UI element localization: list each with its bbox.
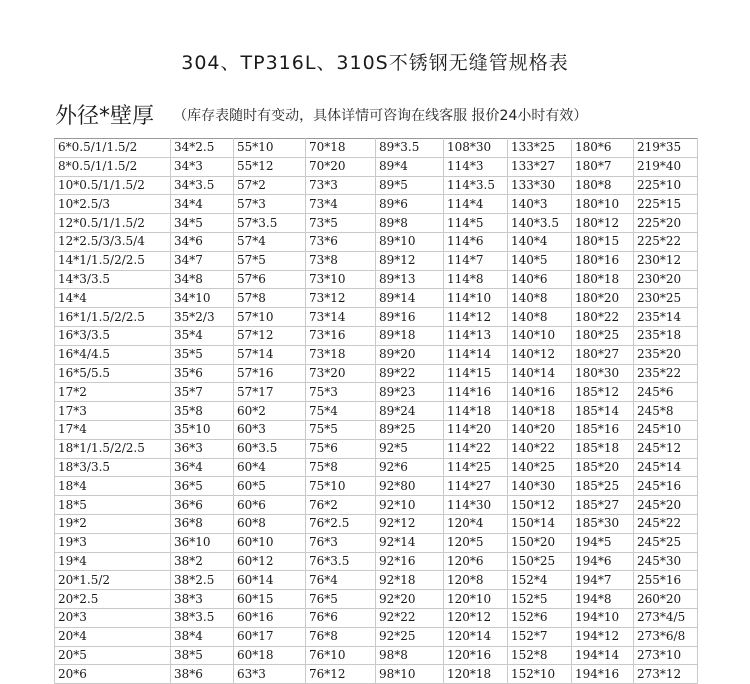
table-cell: 140*30: [508, 477, 572, 496]
table-cell: 230*25: [634, 289, 698, 308]
table-cell: 38*5: [171, 646, 234, 665]
table-cell: 120*6: [444, 552, 508, 571]
table-cell: 273*6/8: [634, 627, 698, 646]
table-cell: 76*8: [306, 627, 376, 646]
table-cell: 92*25: [376, 627, 444, 646]
table-cell: 180*16: [572, 251, 634, 270]
table-row: [55, 232, 698, 251]
table-cell: 73*16: [306, 326, 376, 345]
table-cell: 60*15: [234, 590, 306, 609]
table-cell: 89*24: [376, 402, 444, 421]
table-cell: 70*20: [306, 157, 376, 176]
table-cell: 194*7: [572, 571, 634, 590]
table-row: [55, 608, 698, 627]
table-cell: 245*20: [634, 496, 698, 515]
table-cell: 152*10: [508, 665, 572, 684]
table-cell: 36*8: [171, 514, 234, 533]
table-cell: 75*4: [306, 402, 376, 421]
table-cell: 114*10: [444, 289, 508, 308]
table-cell: 180*7: [572, 157, 634, 176]
table-cell: 114*20: [444, 420, 508, 439]
table-cell: 140*5: [508, 251, 572, 270]
table-cell: 140*8: [508, 289, 572, 308]
table-cell: 60*3.5: [234, 439, 306, 458]
table-cell: 133*25: [508, 139, 572, 158]
table-cell: 19*2: [55, 514, 171, 533]
table-cell: 60*17: [234, 627, 306, 646]
table-cell: 38*6: [171, 665, 234, 684]
table-row: [55, 590, 698, 609]
table-cell: 60*16: [234, 608, 306, 627]
table-cell: 245*25: [634, 533, 698, 552]
table-cell: 16*3/3.5: [55, 326, 171, 345]
table-cell: 12*2.5/3/3.5/4: [55, 232, 171, 251]
table-cell: 120*18: [444, 665, 508, 684]
table-row: [55, 251, 698, 270]
table-cell: 16*5/5.5: [55, 364, 171, 383]
table-cell: 235*22: [634, 364, 698, 383]
table-cell: 180*18: [572, 270, 634, 289]
table-cell: 89*6: [376, 195, 444, 214]
table-row: [55, 289, 698, 308]
table-cell: 76*12: [306, 665, 376, 684]
table-cell: 120*4: [444, 514, 508, 533]
table-cell: 35*4: [171, 326, 234, 345]
table-cell: 89*20: [376, 345, 444, 364]
table-cell: 73*6: [306, 232, 376, 251]
table-cell: 98*8: [376, 646, 444, 665]
table-cell: 152*8: [508, 646, 572, 665]
table-cell: 108*30: [444, 139, 508, 158]
table-cell: 34*3: [171, 157, 234, 176]
table-cell: 180*25: [572, 326, 634, 345]
table-cell: 17*2: [55, 383, 171, 402]
table-cell: 38*3: [171, 590, 234, 609]
table-row: [55, 665, 698, 684]
table-row: [55, 646, 698, 665]
table-cell: 185*12: [572, 383, 634, 402]
table-cell: 73*14: [306, 308, 376, 327]
table-cell: 20*5: [55, 646, 171, 665]
table-cell: 8*0.5/1/1.5/2: [55, 157, 171, 176]
table-cell: 114*15: [444, 364, 508, 383]
table-cell: 114*6: [444, 232, 508, 251]
table-cell: 34*7: [171, 251, 234, 270]
table-cell: 89*23: [376, 383, 444, 402]
table-cell: 180*8: [572, 176, 634, 195]
table-cell: 120*5: [444, 533, 508, 552]
table-cell: 114*14: [444, 345, 508, 364]
table-cell: 73*18: [306, 345, 376, 364]
table-cell: 60*6: [234, 496, 306, 515]
table-cell: 194*5: [572, 533, 634, 552]
table-cell: 140*16: [508, 383, 572, 402]
table-cell: 114*18: [444, 402, 508, 421]
table-cell: 140*3: [508, 195, 572, 214]
table-cell: 34*5: [171, 214, 234, 233]
table-cell: 14*4: [55, 289, 171, 308]
table-cell: 76*6: [306, 608, 376, 627]
table-cell: 120*14: [444, 627, 508, 646]
table-cell: 16*4/4.5: [55, 345, 171, 364]
table-cell: 34*4: [171, 195, 234, 214]
table-row: [55, 571, 698, 590]
table-cell: 140*6: [508, 270, 572, 289]
table-cell: 114*25: [444, 458, 508, 477]
stock-note: （库存表随时有变动，具体详情可咨询在线客服 报价24小时有效）: [173, 107, 588, 124]
table-cell: 92*10: [376, 496, 444, 515]
table-cell: 152*5: [508, 590, 572, 609]
table-cell: 245*30: [634, 552, 698, 571]
table-cell: 140*12: [508, 345, 572, 364]
table-cell: 36*6: [171, 496, 234, 515]
table-row: [55, 345, 698, 364]
table-cell: 89*25: [376, 420, 444, 439]
table-cell: 57*12: [234, 326, 306, 345]
table-cell: 18*3/3.5: [55, 458, 171, 477]
table-cell: 18*1/1.5/2/2.5: [55, 439, 171, 458]
table-cell: 57*14: [234, 345, 306, 364]
table-cell: 114*8: [444, 270, 508, 289]
table-cell: 114*3.5: [444, 176, 508, 195]
table-cell: 89*13: [376, 270, 444, 289]
table-cell: 20*3: [55, 608, 171, 627]
table-cell: 152*7: [508, 627, 572, 646]
table-cell: 140*22: [508, 439, 572, 458]
table-cell: 10*0.5/1/1.5/2: [55, 176, 171, 195]
table-cell: 38*3.5: [171, 608, 234, 627]
table-subtitle: 外径*壁厚: [55, 104, 155, 129]
table-cell: 89*5: [376, 176, 444, 195]
table-cell: 245*22: [634, 514, 698, 533]
table-cell: 114*16: [444, 383, 508, 402]
table-cell: 19*3: [55, 533, 171, 552]
table-cell: 75*6: [306, 439, 376, 458]
table-cell: 38*4: [171, 627, 234, 646]
table-cell: 273*4/5: [634, 608, 698, 627]
table-cell: 92*22: [376, 608, 444, 627]
table-cell: 235*18: [634, 326, 698, 345]
table-cell: 73*12: [306, 289, 376, 308]
table-cell: 36*5: [171, 477, 234, 496]
table-cell: 89*16: [376, 308, 444, 327]
table-cell: 273*12: [634, 665, 698, 684]
table-cell: 89*14: [376, 289, 444, 308]
table-cell: 20*4: [55, 627, 171, 646]
table-cell: 20*6: [55, 665, 171, 684]
spec-table-body: [55, 139, 698, 684]
table-cell: 60*8: [234, 514, 306, 533]
table-cell: 185*16: [572, 420, 634, 439]
table-cell: 34*3.5: [171, 176, 234, 195]
table-cell: 57*3: [234, 195, 306, 214]
table-cell: 140*8: [508, 308, 572, 327]
table-cell: 55*10: [234, 139, 306, 158]
table-cell: 133*30: [508, 176, 572, 195]
table-cell: 133*27: [508, 157, 572, 176]
table-cell: 89*8: [376, 214, 444, 233]
table-cell: 60*5: [234, 477, 306, 496]
table-cell: 120*12: [444, 608, 508, 627]
table-cell: 35*6: [171, 364, 234, 383]
table-cell: 235*20: [634, 345, 698, 364]
table-row: [55, 533, 698, 552]
table-cell: 20*1.5/2: [55, 571, 171, 590]
table-cell: 98*10: [376, 665, 444, 684]
table-cell: 57*3.5: [234, 214, 306, 233]
table-cell: 230*12: [634, 251, 698, 270]
table-cell: 34*6: [171, 232, 234, 251]
table-cell: 89*3.5: [376, 139, 444, 158]
table-cell: 225*22: [634, 232, 698, 251]
table-cell: 76*4: [306, 571, 376, 590]
table-row: [55, 383, 698, 402]
table-cell: 60*3: [234, 420, 306, 439]
table-cell: 140*18: [508, 402, 572, 421]
table-cell: 235*14: [634, 308, 698, 327]
table-cell: 20*2.5: [55, 590, 171, 609]
table-row: [55, 477, 698, 496]
table-cell: 89*18: [376, 326, 444, 345]
table-cell: 140*20: [508, 420, 572, 439]
table-cell: 92*20: [376, 590, 444, 609]
table-cell: 75*8: [306, 458, 376, 477]
table-cell: 194*10: [572, 608, 634, 627]
table-row: [55, 627, 698, 646]
table-cell: 180*10: [572, 195, 634, 214]
table-row: [55, 139, 698, 158]
table-cell: 34*10: [171, 289, 234, 308]
table-cell: 63*3: [234, 665, 306, 684]
table-cell: 180*15: [572, 232, 634, 251]
table-cell: 185*30: [572, 514, 634, 533]
table-cell: 35*5: [171, 345, 234, 364]
table-cell: 245*14: [634, 458, 698, 477]
table-cell: 185*20: [572, 458, 634, 477]
table-cell: 76*2: [306, 496, 376, 515]
table-cell: 180*30: [572, 364, 634, 383]
table-cell: 73*20: [306, 364, 376, 383]
table-cell: 194*6: [572, 552, 634, 571]
table-cell: 18*5: [55, 496, 171, 515]
table-cell: 60*14: [234, 571, 306, 590]
table-cell: 60*2: [234, 402, 306, 421]
table-cell: 92*12: [376, 514, 444, 533]
spec-table: [54, 138, 698, 684]
table-row: [55, 496, 698, 515]
table-cell: 273*10: [634, 646, 698, 665]
table-cell: 76*5: [306, 590, 376, 609]
table-cell: 60*10: [234, 533, 306, 552]
table-cell: 140*3.5: [508, 214, 572, 233]
page-title: 304、TP316L、310S不锈钢无缝管规格表: [181, 52, 569, 74]
table-cell: 219*35: [634, 139, 698, 158]
table-cell: 70*18: [306, 139, 376, 158]
table-cell: 57*5: [234, 251, 306, 270]
table-cell: 194*8: [572, 590, 634, 609]
table-cell: 114*3: [444, 157, 508, 176]
table-cell: 114*22: [444, 439, 508, 458]
table-cell: 140*25: [508, 458, 572, 477]
table-cell: 75*10: [306, 477, 376, 496]
table-cell: 57*6: [234, 270, 306, 289]
table-cell: 245*10: [634, 420, 698, 439]
table-cell: 73*10: [306, 270, 376, 289]
table-cell: 260*20: [634, 590, 698, 609]
table-cell: 114*7: [444, 251, 508, 270]
table-cell: 225*15: [634, 195, 698, 214]
table-row: [55, 176, 698, 195]
table-cell: 92*5: [376, 439, 444, 458]
table-cell: 34*2.5: [171, 139, 234, 158]
table-cell: 76*3.5: [306, 552, 376, 571]
table-cell: 114*12: [444, 308, 508, 327]
table-cell: 114*5: [444, 214, 508, 233]
table-cell: 180*20: [572, 289, 634, 308]
table-cell: 92*18: [376, 571, 444, 590]
table-cell: 36*10: [171, 533, 234, 552]
table-cell: 16*1/1.5/2/2.5: [55, 308, 171, 327]
table-cell: 14*1/1.5/2/2.5: [55, 251, 171, 270]
table-cell: 35*8: [171, 402, 234, 421]
table-cell: 114*4: [444, 195, 508, 214]
table-cell: 219*40: [634, 157, 698, 176]
table-cell: 185*27: [572, 496, 634, 515]
table-cell: 6*0.5/1/1.5/2: [55, 139, 171, 158]
table-row: [55, 552, 698, 571]
table-cell: 38*2: [171, 552, 234, 571]
table-cell: 114*13: [444, 326, 508, 345]
table-cell: 150*20: [508, 533, 572, 552]
table-cell: 194*16: [572, 665, 634, 684]
table-cell: 75*3: [306, 383, 376, 402]
table-cell: 114*30: [444, 496, 508, 515]
table-cell: 140*4: [508, 232, 572, 251]
table-cell: 76*2.5: [306, 514, 376, 533]
table-cell: 73*8: [306, 251, 376, 270]
table-cell: 73*4: [306, 195, 376, 214]
table-cell: 225*10: [634, 176, 698, 195]
table-row: [55, 364, 698, 383]
table-row: [55, 214, 698, 233]
table-row: [55, 420, 698, 439]
table-cell: 185*14: [572, 402, 634, 421]
table-row: [55, 157, 698, 176]
table-cell: 57*16: [234, 364, 306, 383]
table-cell: 92*14: [376, 533, 444, 552]
table-cell: 35*10: [171, 420, 234, 439]
table-row: [55, 514, 698, 533]
table-cell: 140*10: [508, 326, 572, 345]
table-cell: 225*20: [634, 214, 698, 233]
table-cell: 230*20: [634, 270, 698, 289]
table-row: [55, 439, 698, 458]
table-cell: 57*17: [234, 383, 306, 402]
table-cell: 17*4: [55, 420, 171, 439]
table-cell: 60*18: [234, 646, 306, 665]
table-cell: 114*27: [444, 477, 508, 496]
table-cell: 76*10: [306, 646, 376, 665]
table-cell: 73*5: [306, 214, 376, 233]
table-cell: 180*22: [572, 308, 634, 327]
table-cell: 150*14: [508, 514, 572, 533]
table-row: [55, 195, 698, 214]
table-cell: 76*3: [306, 533, 376, 552]
table-cell: 57*2: [234, 176, 306, 195]
table-cell: 57*4: [234, 232, 306, 251]
table-cell: 57*10: [234, 308, 306, 327]
table-cell: 120*8: [444, 571, 508, 590]
table-cell: 36*3: [171, 439, 234, 458]
table-cell: 60*12: [234, 552, 306, 571]
table-cell: 89*10: [376, 232, 444, 251]
table-row: [55, 326, 698, 345]
table-cell: 152*6: [508, 608, 572, 627]
table-cell: 92*80: [376, 477, 444, 496]
table-row: [55, 458, 698, 477]
table-cell: 120*10: [444, 590, 508, 609]
table-cell: 10*2.5/3: [55, 195, 171, 214]
table-cell: 255*16: [634, 571, 698, 590]
table-cell: 89*12: [376, 251, 444, 270]
table-cell: 57*8: [234, 289, 306, 308]
table-cell: 180*6: [572, 139, 634, 158]
table-cell: 89*4: [376, 157, 444, 176]
table-cell: 245*8: [634, 402, 698, 421]
table-cell: 185*25: [572, 477, 634, 496]
table-cell: 36*4: [171, 458, 234, 477]
table-cell: 140*14: [508, 364, 572, 383]
table-cell: 150*25: [508, 552, 572, 571]
table-row: [55, 308, 698, 327]
table-cell: 55*12: [234, 157, 306, 176]
table-cell: 75*5: [306, 420, 376, 439]
table-cell: 12*0.5/1/1.5/2: [55, 214, 171, 233]
table-cell: 35*7: [171, 383, 234, 402]
table-cell: 17*3: [55, 402, 171, 421]
subtitle-row: [55, 99, 745, 130]
table-cell: 60*4: [234, 458, 306, 477]
table-cell: 38*2.5: [171, 571, 234, 590]
table-cell: 185*18: [572, 439, 634, 458]
table-row: [55, 270, 698, 289]
table-cell: 150*12: [508, 496, 572, 515]
table-cell: 120*16: [444, 646, 508, 665]
table-cell: 180*27: [572, 345, 634, 364]
table-cell: 92*6: [376, 458, 444, 477]
table-cell: 35*2/3: [171, 308, 234, 327]
table-cell: 19*4: [55, 552, 171, 571]
table-cell: 18*4: [55, 477, 171, 496]
table-cell: 245*6: [634, 383, 698, 402]
table-cell: 194*12: [572, 627, 634, 646]
table-cell: 92*16: [376, 552, 444, 571]
table-cell: 34*8: [171, 270, 234, 289]
table-cell: 14*3/3.5: [55, 270, 171, 289]
table-cell: 245*16: [634, 477, 698, 496]
table-cell: 73*3: [306, 176, 376, 195]
table-row: [55, 402, 698, 421]
table-cell: 194*14: [572, 646, 634, 665]
table-cell: 180*12: [572, 214, 634, 233]
table-cell: 245*12: [634, 439, 698, 458]
table-cell: 152*4: [508, 571, 572, 590]
table-cell: 89*22: [376, 364, 444, 383]
